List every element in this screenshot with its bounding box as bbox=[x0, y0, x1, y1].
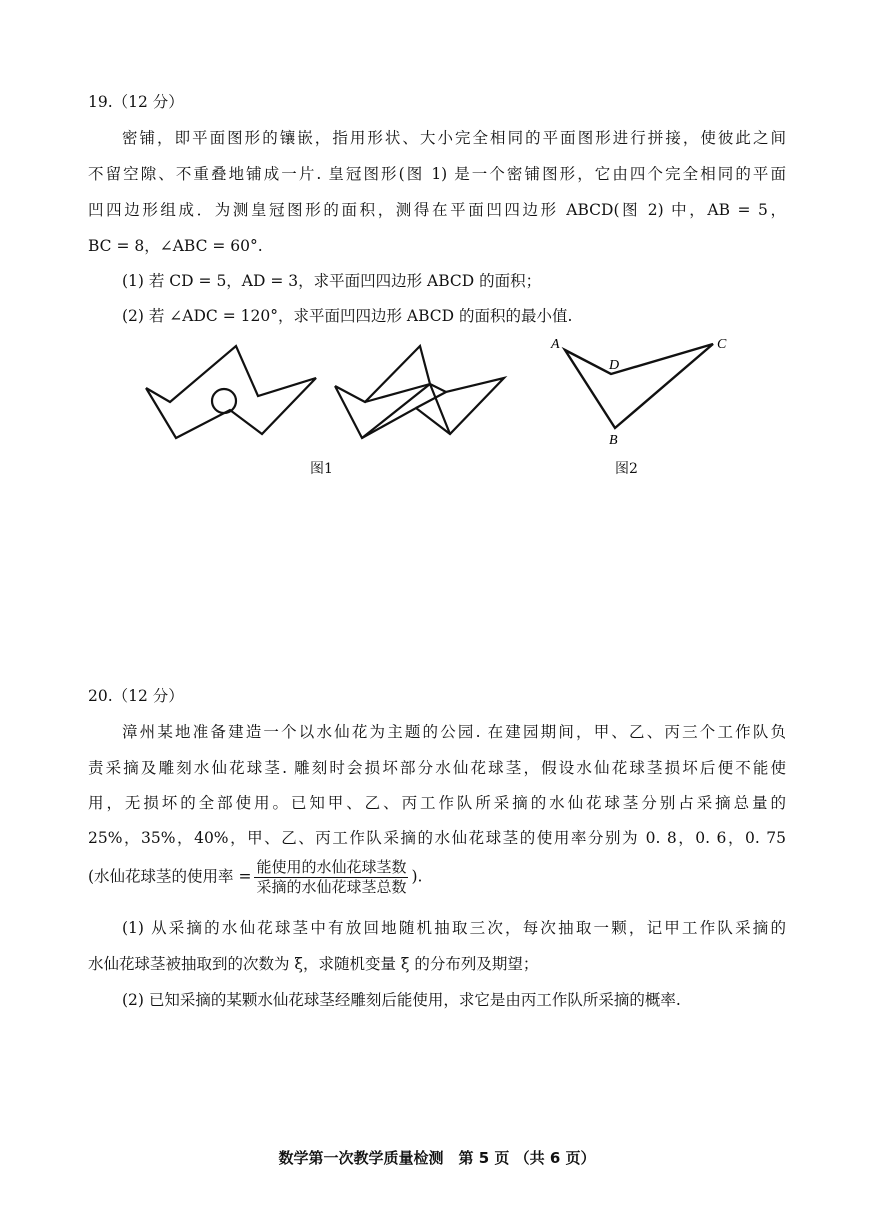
formula-prefix: (水仙花球茎的使用率 = bbox=[88, 867, 252, 886]
q19-paragraph-line-1: 密铺，即平面图形的镶嵌，指用形状、大小完全相同的平面图形进行拼接，使彼此之间 bbox=[122, 129, 786, 147]
q19-subquestion-2: (2) 若 ∠ADC = 120°，求平面凹四边形 ABCD 的面积的最小值. bbox=[122, 307, 573, 325]
q20-header: 20.（12 分） bbox=[88, 687, 184, 705]
q20-paragraph-line-1: 漳州某地准备建造一个以水仙花为主题的公园. 在建园期间，甲、乙、丙三个工作队负 bbox=[122, 723, 786, 741]
q20-subquestion-1-line-1: (1) 从采摘的水仙花球茎中有放回地随机抽取三次，每次抽取一颗，记甲工作队采摘的 bbox=[122, 919, 786, 937]
q20-subquestion-1-line-2: 水仙花球茎被抽取到的次数为 ξ，求随机变量 ξ 的分布列及期望； bbox=[88, 955, 539, 973]
page-footer: 数学第一次教学质量检测 第 5 页 （共 6 页） bbox=[278, 1149, 596, 1167]
figure-2-quadrilateral bbox=[545, 332, 735, 450]
formula-numerator: 能使用的水仙花球茎数 bbox=[256, 858, 407, 876]
q20-subquestion-2: (2) 已知采摘的某颗水仙花球茎经雕刻后能使用，求它是由丙工作队所采摘的概率. bbox=[122, 991, 681, 1009]
q20-paragraph-line-2: 责采摘及雕刻水仙花球茎. 雕刻时会损坏部分水仙花球茎，假设水仙花球茎损坏后便不能使 bbox=[88, 759, 786, 777]
q20-paragraph-line-4: 25%，35%，40%，甲、乙、丙工作队采摘的水仙花球茎的使用率分别为 0. 8，0. 6，0. 75 bbox=[88, 829, 786, 847]
q19-paragraph-line-4: BC = 8，∠ABC = 60°. bbox=[88, 237, 263, 255]
crown-circle bbox=[212, 389, 236, 413]
figure-1-crown bbox=[140, 338, 510, 448]
q19-header: 19.（12 分） bbox=[88, 93, 184, 111]
vertex-label-b: B bbox=[609, 433, 618, 448]
vertex-label-c: C bbox=[717, 337, 727, 352]
vertex-label-d: D bbox=[609, 358, 620, 373]
figure-1-caption: 图1 bbox=[310, 461, 333, 477]
usage-rate-formula bbox=[88, 858, 422, 897]
q19-subquestion-1: (1) 若 CD = 5，AD = 3，求平面凹四边形 ABCD 的面积； bbox=[122, 272, 542, 290]
quadrilateral-abcd bbox=[565, 344, 713, 428]
q19-paragraph-line-2: 不留空隙、不重叠地铺成一片. 皇冠图形(图 1) 是一个密铺图形，它由四个完全相同的平面 bbox=[88, 165, 786, 183]
formula-suffix: ). bbox=[411, 867, 423, 886]
q19-paragraph-line-3: 凹四边形组成．为测皇冠图形的面积，测得在平面凹四边形 ABCD(图 2) 中，AB = 5， bbox=[88, 201, 786, 219]
formula-denominator: 采摘的水仙花球茎总数 bbox=[256, 877, 407, 896]
formula-fraction bbox=[254, 858, 408, 897]
figure-2-caption: 图2 bbox=[615, 461, 638, 477]
vertex-label-a: A bbox=[551, 337, 560, 352]
q20-paragraph-line-3: 用，无损坏的全部使用。已知甲、乙、丙工作队所采摘的水仙花球茎分别占采摘总量的 bbox=[88, 794, 786, 812]
